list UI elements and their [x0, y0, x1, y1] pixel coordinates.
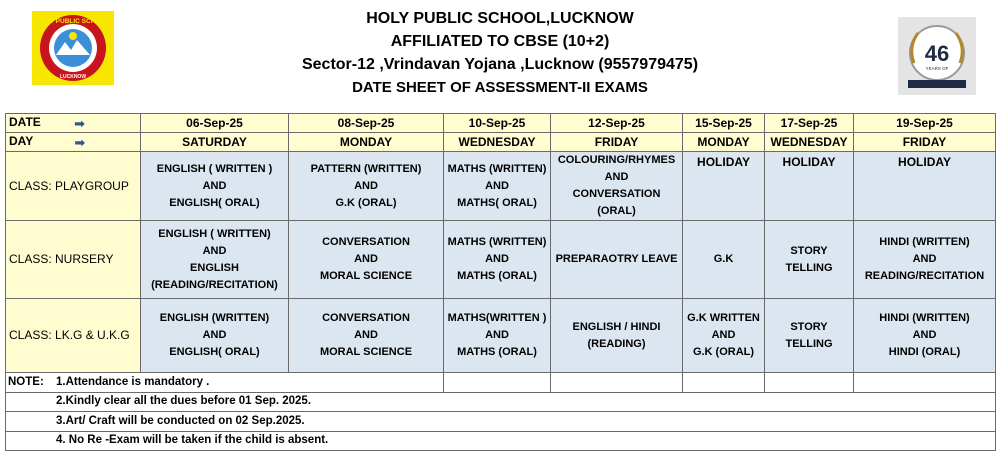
holiday-cell: [765, 152, 854, 221]
svg-text:YEARS OF: YEARS OF: [925, 66, 949, 71]
exam-cell: [854, 299, 996, 373]
day-label: DAY: [9, 134, 34, 149]
date-cell: 17-Sep-25: [765, 114, 854, 133]
exam-schedule-table: [5, 113, 996, 451]
address-line: Sector-12 ,Vrindavan Yojana ,Lucknow (9557979475): [301, 56, 699, 73]
cell-line: AND: [485, 253, 509, 265]
cell-line: AND: [485, 179, 509, 192]
day-row: [6, 133, 996, 152]
holiday-cell: [854, 152, 996, 221]
day-cell: MONDAY: [289, 133, 444, 152]
cell-line: MATHS (ORAL): [457, 270, 537, 282]
svg-text:LUCKNOW: LUCKNOW: [59, 74, 87, 80]
cell-line: TELLING: [785, 261, 833, 274]
cell-line: AND: [354, 179, 378, 192]
exam-cell: [854, 221, 996, 299]
note-item: 3.Art/ Craft will be conducted on 02 Sep.2025.: [56, 414, 305, 427]
cell-line: PREPARAOTRY LEAVE: [555, 253, 678, 265]
cell-line: AND: [604, 171, 629, 183]
cell-line: AND: [202, 179, 227, 192]
cell-line: CONVERSATION: [322, 312, 410, 324]
right-arrow-icon: ➡: [74, 115, 86, 131]
empty-cell: [765, 373, 854, 393]
right-arrow-icon: ➡: [74, 134, 86, 150]
cell-line: MATHS( ORAL): [457, 196, 537, 209]
cell-line: (ORAL): [597, 205, 636, 217]
exam-cell: [289, 221, 444, 299]
day-label-cell: [6, 133, 141, 152]
date-row: [6, 114, 996, 133]
empty-cell: [551, 373, 683, 393]
school-logo: [32, 11, 114, 85]
cell-line: HINDI (WRITTEN): [879, 236, 970, 248]
cell-line: AND: [912, 329, 937, 341]
cell-line: HOLIDAY: [898, 155, 951, 169]
exam-cell: [289, 299, 444, 373]
anniversary-emblem: [898, 17, 976, 95]
day-cell: MONDAY: [683, 133, 765, 152]
cell-line: HINDI (ORAL): [888, 346, 961, 358]
note-item: 2.Kindly clear all the dues before 01 Sep. 2025.: [56, 395, 312, 408]
cell-line: MATHS (ORAL): [457, 346, 537, 358]
date-cell: 10-Sep-25: [444, 114, 551, 133]
exam-cell: [551, 221, 683, 299]
exam-cell: [551, 299, 683, 373]
date-label: DATE: [9, 115, 41, 130]
cell-line: AND: [711, 329, 736, 341]
exam-cell: [289, 152, 444, 221]
cell-line: HOLIDAY: [697, 155, 750, 169]
cell-line: ENGLISH (WRITTEN): [159, 312, 270, 324]
cell-line: STORY TELLING: [785, 320, 833, 350]
cell-line: MORAL SCIENCE: [319, 346, 413, 358]
svg-text:46: 46: [924, 41, 950, 66]
day-cell: FRIDAY: [854, 133, 996, 152]
note-cell: [6, 412, 996, 432]
cell-line: ENGLISH ( WRITTEN): [158, 227, 271, 240]
class-row-playgroup: [6, 152, 996, 221]
cell-line: CONVERSATION: [572, 188, 661, 200]
title-block: [155, 7, 845, 99]
cell-line: ENGLISH / HINDI: [572, 320, 661, 333]
cell-line: ENGLISH( ORAL): [169, 346, 260, 358]
cell-line: CONVERSATION: [322, 236, 410, 248]
cell-line: AND: [354, 253, 378, 265]
note-cell: [6, 431, 996, 451]
cell-line: G.K: [713, 253, 734, 265]
sheet-header: [5, 7, 995, 111]
sheet-title: DATE SHEET OF ASSESSMENT-II EXAMS: [352, 79, 648, 96]
note-row: [6, 373, 996, 393]
note-row: [6, 412, 996, 432]
cell-line: ENGLISH( ORAL): [169, 196, 260, 209]
note-item: 4. No Re -Exam will be taken if the child is absent.: [56, 434, 329, 447]
cell-line: COLOURING/RHYMES: [557, 154, 676, 166]
cell-line: PATTERN (WRITTEN): [310, 162, 422, 175]
logo-lettering: HOLY PUBLIC SCHOOL: [36, 18, 110, 25]
day-cell: WEDNESDAY: [444, 133, 551, 152]
cell-line: AND: [202, 329, 227, 341]
cell-line: AND: [202, 244, 227, 257]
exam-cell: [765, 221, 854, 299]
date-cell: 15-Sep-25: [683, 114, 765, 133]
date-label-cell: [6, 114, 141, 133]
cell-line: READING/RECITATION: [864, 270, 985, 282]
date-sheet: [5, 7, 995, 452]
cell-line: AND: [912, 253, 937, 265]
class-label: CLASS: NURSERY: [6, 221, 141, 299]
exam-cell: [551, 152, 683, 221]
cell-line: MORAL SCIENCE: [319, 270, 413, 282]
class-label: CLASS: LK.G & U.K.G: [6, 299, 141, 373]
exam-cell: [683, 299, 765, 373]
class-label: CLASS: PLAYGROUP: [6, 152, 141, 221]
cell-line: STORY: [790, 244, 828, 257]
date-cell: 19-Sep-25: [854, 114, 996, 133]
exam-cell: [444, 299, 551, 373]
note-row: [6, 431, 996, 451]
cell-line: G.K (ORAL): [692, 346, 755, 358]
cell-line: G.K WRITTEN: [687, 312, 760, 324]
cell-line: AND: [354, 329, 378, 341]
class-row-nursery: [6, 221, 996, 299]
cell-line: HOLIDAY: [782, 155, 836, 169]
cell-line: MATHS(WRITTEN ): [447, 312, 547, 324]
day-cell: SATURDAY: [141, 133, 289, 152]
cell-line: (READING/RECITATION): [151, 278, 278, 291]
cell-line: ENGLISH ( WRITTEN ): [156, 162, 273, 175]
exam-cell: [444, 152, 551, 221]
holiday-cell: [683, 152, 765, 221]
note-row: [6, 392, 996, 412]
note-lead: NOTE:: [8, 375, 44, 388]
cell-line: HINDI (WRITTEN): [879, 312, 970, 324]
cell-line: MATHS (WRITTEN): [447, 162, 547, 175]
school-name: HOLY PUBLIC SCHOOL,LUCKNOW: [366, 10, 634, 27]
day-cell: FRIDAY: [551, 133, 683, 152]
exam-cell: [141, 152, 289, 221]
exam-cell: [141, 221, 289, 299]
exam-cell: [444, 221, 551, 299]
class-row-lkg-ukg: [6, 299, 996, 373]
note-item: 1.Attendance is mandatory .: [56, 375, 210, 388]
day-cell: WEDNESDAY: [765, 133, 854, 152]
empty-cell: [683, 373, 765, 393]
exam-cell: [765, 299, 854, 373]
cell-line: MATHS (WRITTEN): [447, 236, 547, 248]
cell-line: G.K (ORAL): [335, 196, 397, 209]
cell-line: AND: [485, 329, 509, 341]
empty-cell: [854, 373, 996, 393]
affiliation-line: AFFILIATED TO CBSE (10+2): [390, 33, 610, 50]
cell-line: ENGLISH: [190, 261, 239, 274]
cell-line: (READING): [587, 337, 646, 350]
date-cell: 12-Sep-25: [551, 114, 683, 133]
note-cell: [6, 392, 996, 412]
exam-cell: [141, 299, 289, 373]
note-cell: [6, 373, 444, 393]
date-cell: 06-Sep-25: [141, 114, 289, 133]
date-cell: 08-Sep-25: [289, 114, 444, 133]
exam-cell: [683, 221, 765, 299]
empty-cell: [444, 373, 551, 393]
